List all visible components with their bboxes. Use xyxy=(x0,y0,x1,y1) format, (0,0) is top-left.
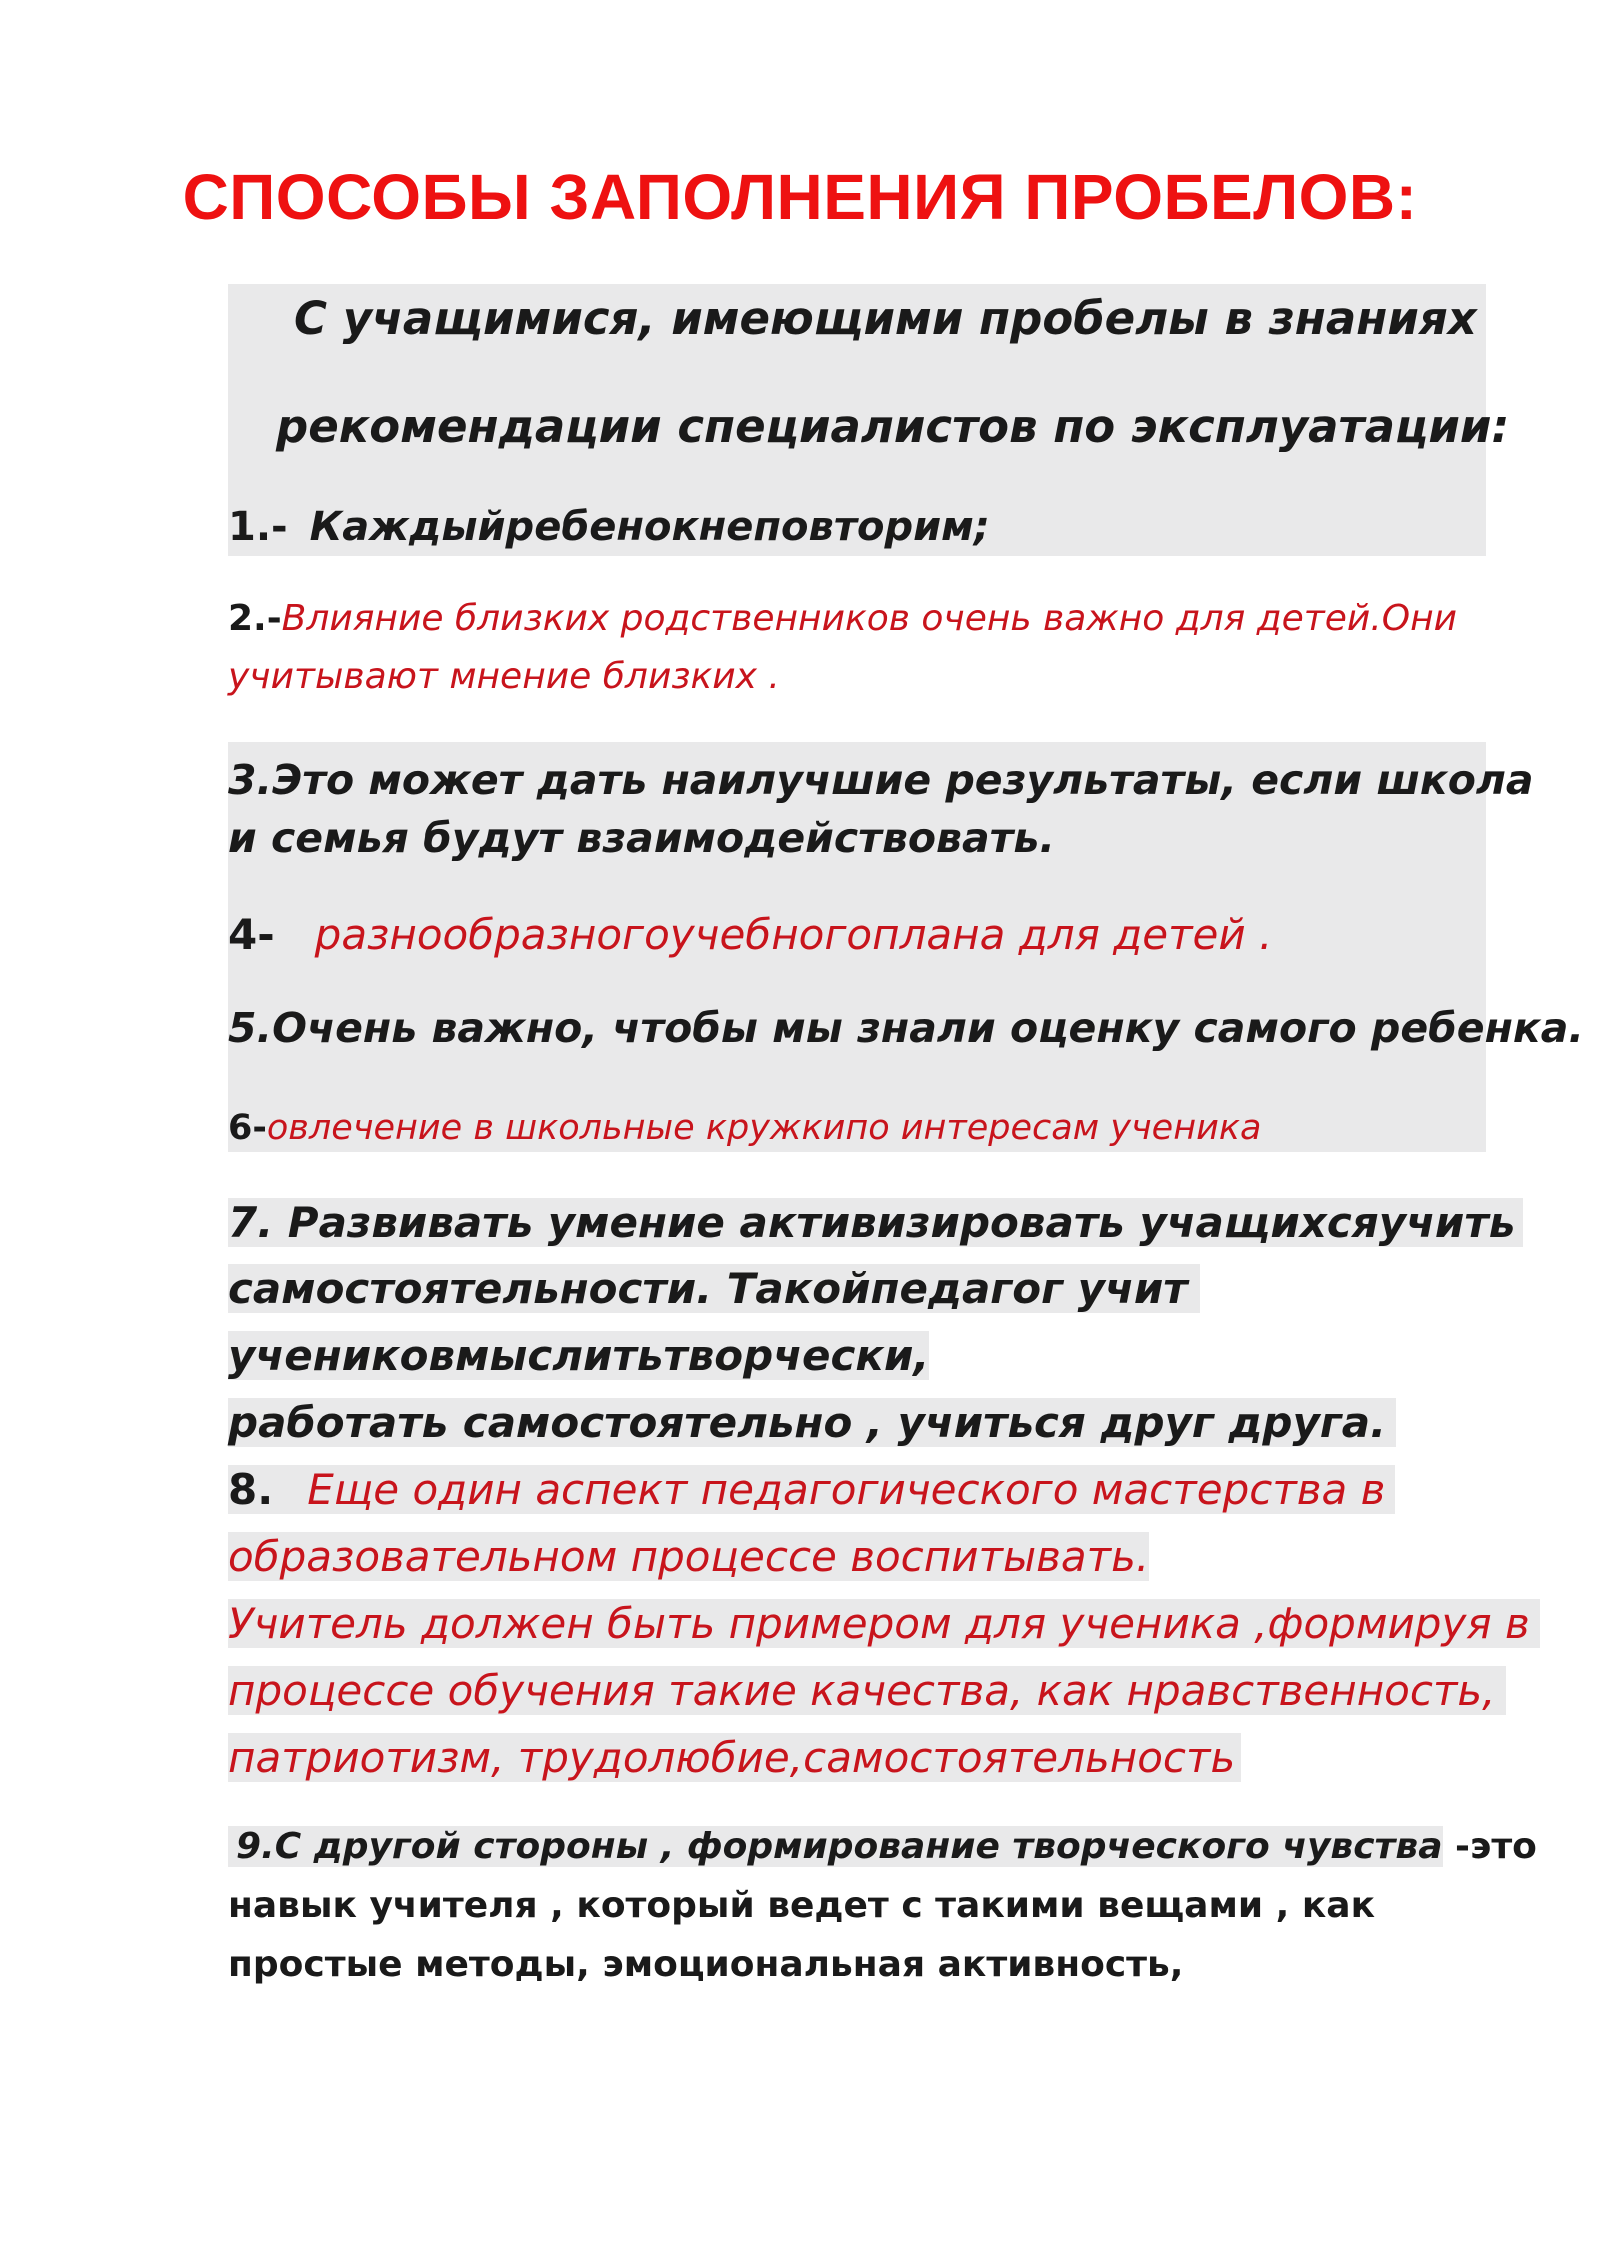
item-2-line-2: учитывают мнение близких . xyxy=(228,656,780,697)
item-8-line-3 xyxy=(228,1599,1540,1648)
item-8-number: 8. xyxy=(228,1465,274,1514)
intro-line-2: рекомендации специалистов по эксплуатации: xyxy=(276,400,1510,453)
item-7-text-1: 7. Развивать умение активизировать учащихсяучить xyxy=(228,1198,1523,1247)
item-6-text: овлечение в школьные кружкипо интересам ученика xyxy=(266,1108,1262,1148)
item-7-line-4 xyxy=(228,1398,1396,1447)
item-8-line-4 xyxy=(228,1666,1506,1715)
item-3-line-2: и семья будут взаимодействовать. xyxy=(228,814,1055,862)
item-8-text-1: Еще один аспект педагогического мастерства в xyxy=(307,1465,1386,1514)
item-9-line-2: навык учителя , который ведет с такими вещами , как xyxy=(228,1885,1376,1926)
item-2-line-1 xyxy=(228,598,1457,639)
item-8-text-2: образовательном процессе воспитывать. xyxy=(228,1532,1150,1581)
item-3-line-1: 3.Это может дать наилучшие результаты, если школа xyxy=(228,756,1534,804)
item-9-line-3: простые методы, эмоциональная активность, xyxy=(228,1944,1184,1985)
item-6-number: 6- xyxy=(228,1108,267,1148)
item-8-line-2 xyxy=(228,1532,1149,1581)
item-8-text-4: процессе обучения такие качества, как нравственность, xyxy=(228,1666,1506,1715)
item-1 xyxy=(228,504,990,550)
item-1-number: 1.- xyxy=(228,504,302,550)
item-8-line-1-bg xyxy=(228,1465,1395,1514)
item-2-text-1: Влияние близких родственников очень важно для детей.Они xyxy=(281,598,1458,639)
item-8-text-3: Учитель должен быть примером для ученика ,формируя в xyxy=(228,1599,1540,1648)
item-6 xyxy=(228,1108,1261,1148)
item-2-number: 2.- xyxy=(228,598,282,639)
item-9-rest: -это xyxy=(1442,1826,1537,1867)
item-7-text-3: учениковмыслитьтворчески, xyxy=(228,1331,930,1380)
item-8-text-5: патриотизм, трудолюбие,самостоятельность xyxy=(228,1733,1241,1782)
item-1-text: Каждыйребенокнеповторим; xyxy=(309,504,990,550)
item-4-text: разнообразногоучебногоплана для детей . xyxy=(314,910,1273,959)
item-4 xyxy=(228,910,1272,959)
item-9-italic: 9.С другой стороны , формирование творческого чувства xyxy=(228,1826,1443,1867)
intro-line-1: С учащимися, имеющими пробелы в знаниях xyxy=(294,292,1477,345)
item-7-text-4: работать самостоятельно , учиться друг друга. xyxy=(228,1398,1396,1447)
item-8-line-1 xyxy=(228,1465,1395,1514)
item-7-line-2 xyxy=(228,1264,1200,1313)
page-title: СПОСОБЫ ЗАПОЛНЕНИЯ ПРОБЕЛОВ: xyxy=(182,161,1418,233)
item-9-line-1 xyxy=(228,1826,1537,1867)
item-5: 5.Очень важно, чтобы мы знали оценку самого ребенка. xyxy=(228,1004,1584,1052)
item-7-text-2: самостоятельности. Такойпедагог учит xyxy=(228,1264,1200,1313)
item-7-line-1 xyxy=(228,1198,1523,1247)
item-7-line-3 xyxy=(228,1331,929,1380)
item-4-number: 4- xyxy=(228,910,275,959)
item-8-line-5 xyxy=(228,1733,1241,1782)
